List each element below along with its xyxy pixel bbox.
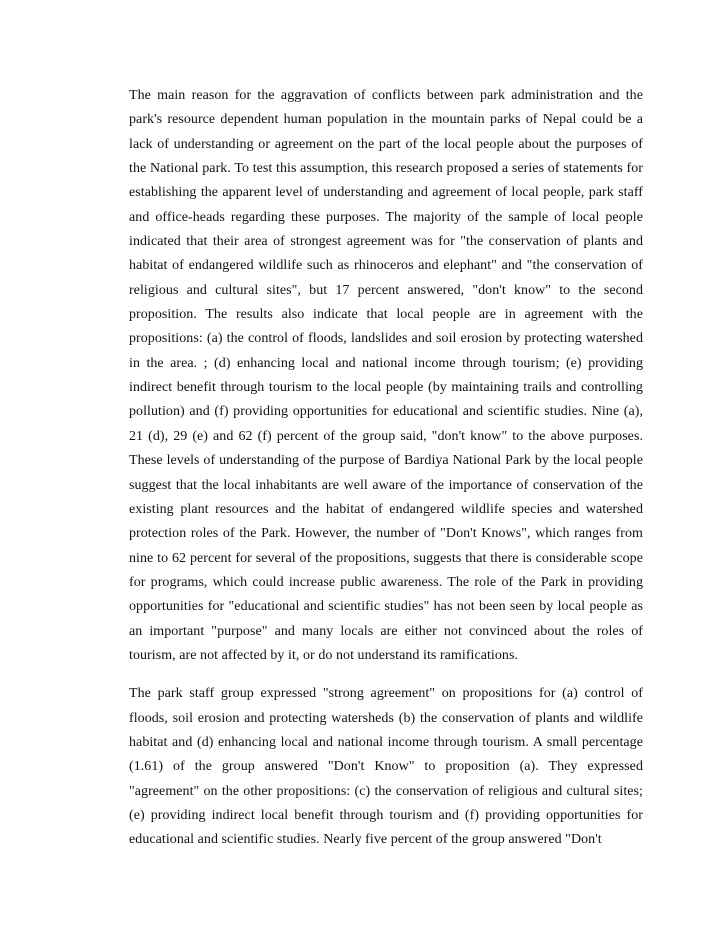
paragraph-local-people-agreement: The main reason for the aggravation of conflicts between park administration and the park's resource dependent human population in the mountain parks of Nepal could be a lack of understanding or agreement on the part of the local people about the purposes of the National park. To test this assumption, this research proposed a series of statements for establishing the apparent level of understanding and agreement of local people, park staff and office-heads regarding these purposes. The majority of the sample of local people indicated that their area of strongest agreement was for "the conservation of plants and habitat of endangered wildlife such as rhinoceros and elephant" and "the conservation of religious and cultural sites", but 17 percent answered, "don't know" to the second proposition. The results also indicate that local people are in agreement with the propositions: (a) the control of floods, landslides and soil erosion by protecting watershed in the area. ; (d) enhancing local and national income through tourism; (e) providing indirect benefit through tourism to the local people (by maintaining trails and controlling pollution) and (f) providing opportunities for educational and scientific studies. Nine (a), 21 (d), 29 (e) and 62 (f) percent of the group said, "don't know" to the above purposes. These levels of understanding of the purpose of Bardiya National Park by the local people suggest that the local inhabitants are well aware of the importance of conservation of the existing plant resources and the habitat of endangered wildlife species and watershed protection roles of the Park. However, the number of "Don't Knows", which ranges from nine to 62 percent for several of the propositions, suggests that there is considerable scope for programs, which could increase public awareness. The role of the Park in providing opportunities for "educational and scientific studies" has not been seen by local people as an important "purpose" and many locals are either not convinced about the roles of tourism, are not affected by it, or do not understand its ramifications. xyxy=(129,88,643,663)
body-text xyxy=(129,84,643,853)
paragraph-park-staff-agreement: The park staff group expressed "strong agreement" on propositions for (a) control of floods, soil erosion and protecting watersheds (b) the conservation of plants and wildlife habitat and (d) enhancing local and national income through tourism. A small percentage (1.61) of the group answered "Don't Know" to proposition (a). They expressed "agreement" on the other propositions: (c) the conservation of religious and cultural sites; (e) providing indirect local benefit through tourism and (f) providing opportunities for educational and scientific studies. Nearly five percent of the group answered "Don't xyxy=(129,686,643,848)
